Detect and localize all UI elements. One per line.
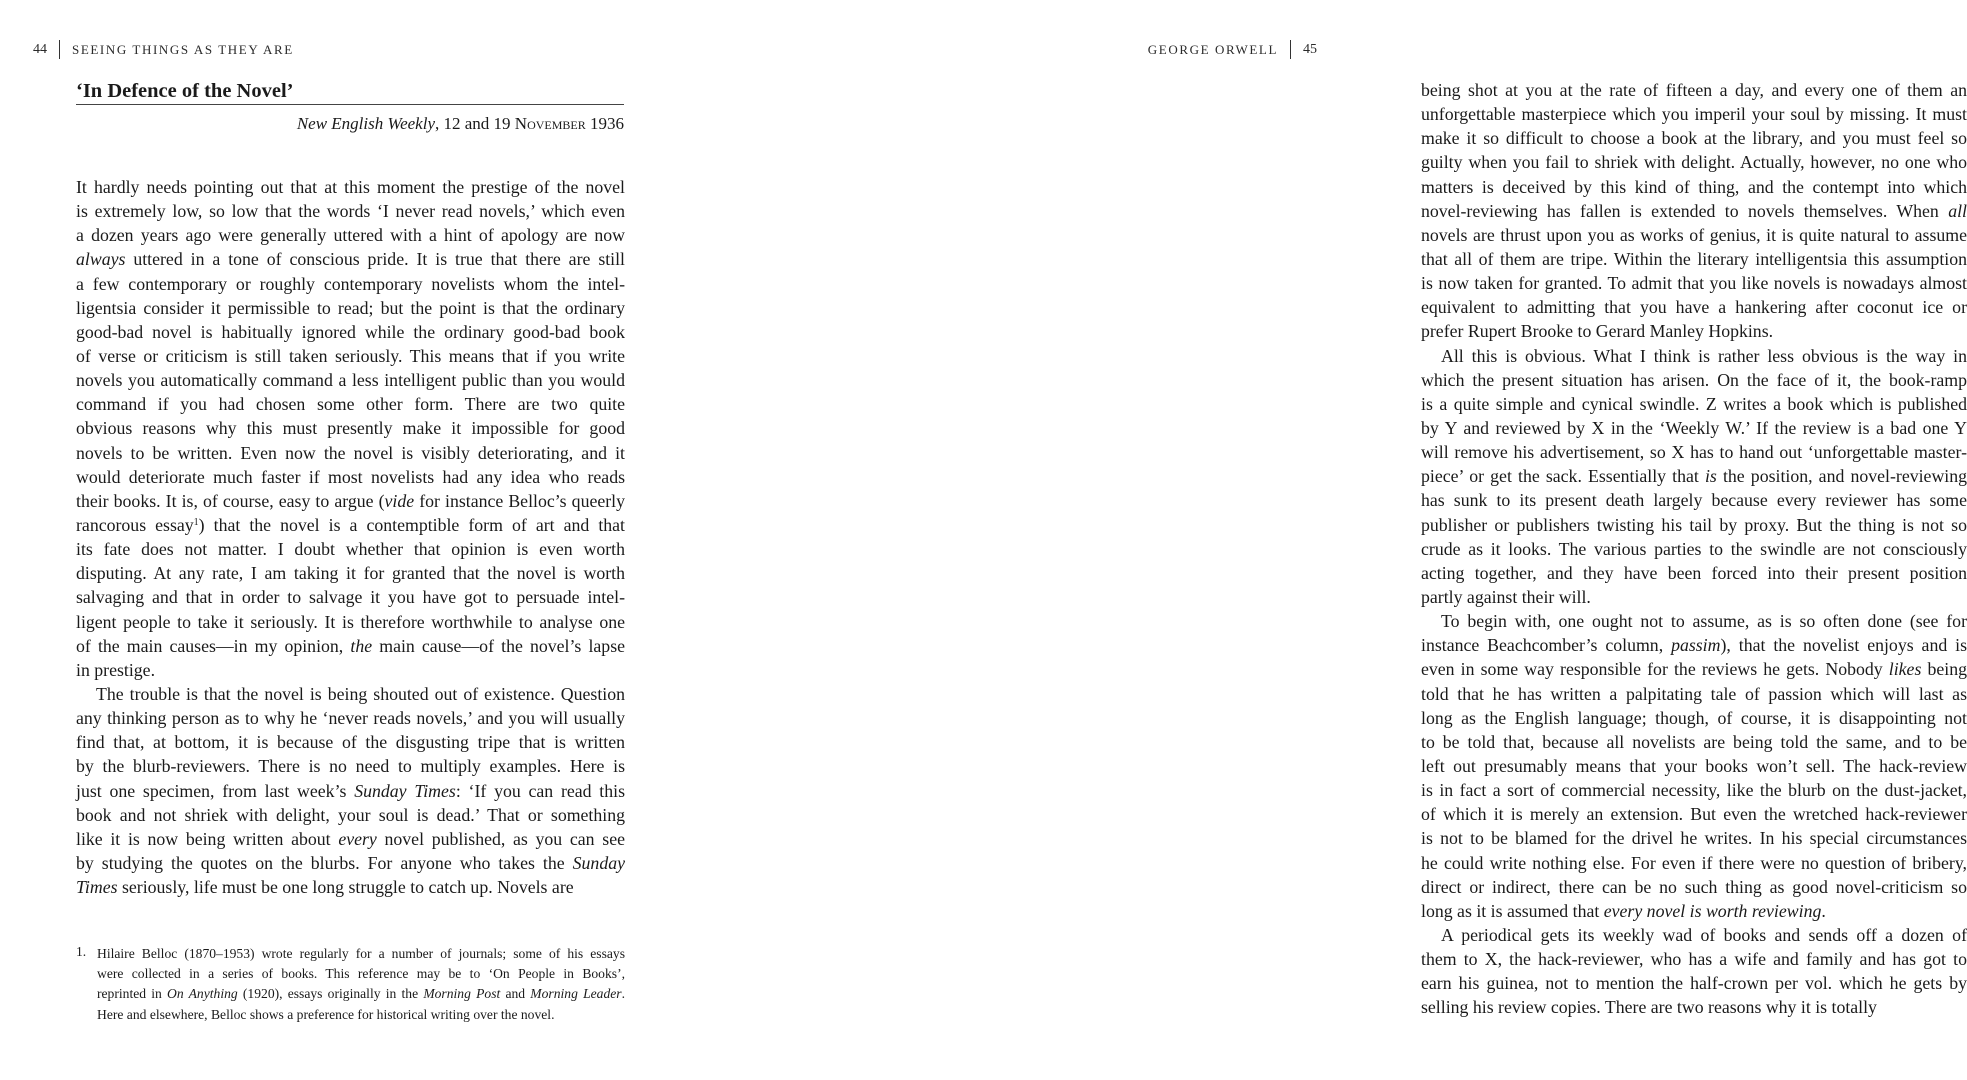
text-line: long as the English language; though, of course, it is disappointing not — [1421, 707, 1967, 728]
text-line: direct or indirect, there can be no such thing as good novel-criticism so — [1421, 876, 1967, 897]
running-head-title: SEEING THINGS AS THEY ARE — [72, 41, 294, 57]
footnote — [76, 944, 625, 1025]
text-line: is a quite simple and cynical swindle. Z writes a book which is published — [1421, 393, 1967, 414]
running-head-author: GEORGE ORWELL — [1147, 41, 1278, 57]
text-line: its fate does not matter. I doubt whether that opinion is even worth — [76, 539, 625, 560]
text-line: a dozen years ago were generally uttered with a hint of apology are now — [76, 225, 625, 246]
text-line: crude as it looks. The various parties to the swindle are not consciously — [1421, 538, 1967, 559]
text-line: of verse or criticism is still taken seriously. This means that if you write — [76, 345, 625, 366]
source-year: 1936 — [585, 114, 624, 133]
text-line: make it so difficult to choose a book at the library, and you must feel so — [1421, 128, 1967, 149]
text-line: disputing. At any rate, I am taking it for granted that the novel is worth — [76, 563, 625, 584]
text-line: equivalent to admitting that you have a hankering after coconut ice or — [1421, 297, 1967, 318]
footnote-number: 1. — [76, 944, 87, 959]
text-line: a few contemporary or roughly contemporary novelists whom the intel- — [76, 273, 625, 294]
text-line: All this is obvious. What I think is rather less obvious is the way in — [1441, 345, 1967, 366]
text-line: partly against their will. — [1421, 586, 1591, 607]
text-line: in prestige. — [76, 659, 156, 680]
text-line: is in fact a sort of commercial necessity, like the blurb on the dust-jacket, — [1421, 780, 1967, 801]
source-line — [297, 114, 624, 134]
text-line: rancorous essay$^1$) that the novel is a contemptible form of art and that — [76, 514, 625, 535]
footnote-line: Here and elsewhere, Belloc shows a preference for historical writing over the novel. — [97, 1006, 555, 1022]
text-line: ligentsia consider it permissible to read; but the point is that the ordinary — [76, 297, 625, 318]
text-line: novels are thrust upon you as works of genius, it is quite natural to assume — [1421, 224, 1967, 245]
text-line: always uttered in a tone of conscious pride. It is true that there are still — [76, 249, 625, 270]
text-line: of which it is merely an extension. But even the wretched hack-reviewer — [1421, 804, 1967, 825]
text-line: novels you automatically command a less intelligent public than you would — [76, 370, 625, 391]
text-line: prefer Rupert Brooke to Gerard Manley Hopkins. — [1421, 321, 1774, 342]
text-line: told that he has written a palpitating tale of passion which will last as — [1421, 683, 1967, 704]
text-line: has sunk to its present death largely because every reviewer has some — [1421, 490, 1967, 511]
text-line: would deteriorate much faster if most novelists had any idea who reads — [76, 466, 625, 487]
text-line: unforgettable masterpiece which you imperil your soul by missing. It must — [1421, 104, 1967, 125]
text-line: like it is now being written about every novel published, as you can see — [76, 828, 625, 849]
text-line: command if you had chosen some other form. There are two quite — [76, 394, 625, 415]
running-head-divider — [1290, 40, 1291, 59]
footnote-line: Hilaire Belloc (1870–1953) wrote regularly for a number of journals; some of his essays — [97, 946, 625, 961]
text-line: long as it is assumed that every novel is worth reviewing. — [1421, 900, 1826, 921]
source-dates: , 12 and 19 — [435, 114, 515, 133]
text-line: instance Beachcomber’s column, passim), that the novelist enjoys and is — [1421, 635, 1967, 656]
text-line: will remove his advertisement, so X has to hand out ‘unforgettable master- — [1421, 442, 1967, 463]
text-line: which the present situation has arisen. On the face of it, the book-ramp — [1421, 369, 1967, 390]
text-line: novel-reviewing has fallen is extended to novels themselves. When all — [1421, 200, 1967, 221]
text-line: that all of them are tripe. Within the literary intelligentsia this assumption — [1421, 248, 1967, 269]
essay-title: ‘In Defence of the Novel’ — [76, 80, 624, 105]
text-line: their books. It is, of course, easy to argue (vide for instance Belloc’s queerly — [76, 490, 625, 511]
text-line: is not to be blamed for the drivel he writes. In his special circumstances — [1421, 828, 1967, 849]
text-line: to be told that, because all novelists are being told the same, and to be — [1421, 731, 1967, 752]
text-line: acting together, and they have been forced into their present position — [1421, 562, 1967, 583]
text-line: salvaging and that in order to salvage it you have got to persuade intel- — [76, 587, 625, 608]
running-head-right — [1148, 40, 1317, 59]
page-number: 45 — [1303, 41, 1317, 57]
text-line: them to X, the hack-reviewer, who has a wife and family and has got to — [1421, 949, 1967, 970]
page-number: 44 — [33, 41, 47, 57]
text-line: is now taken for granted. To admit that you like novels is nowadays almost — [1421, 273, 1967, 294]
text-line: by studying the quotes on the blurbs. For anyone who takes the Sunday — [76, 852, 625, 873]
text-line: by the blurb-reviewers. There is no need to multiply examples. Here is — [76, 756, 625, 777]
text-line: left out presumably means that your books won’t sell. The hack-review — [1421, 755, 1967, 776]
source-month: November — [514, 114, 586, 133]
running-head-divider — [59, 40, 60, 59]
text-line: of the main causes—in my opinion, the main cause—of the novel’s lapse — [76, 635, 626, 656]
left-page — [0, 0, 681, 1080]
text-line: To begin with, one ought not to assume, as is so often done (see for — [1441, 611, 1967, 632]
text-line: selling his review copies. There are two reasons why it is totally — [1421, 997, 1877, 1018]
text-line: ligent people to take it seriously. It is therefore worthwhile to analyse one — [76, 611, 625, 632]
text-line: obvious reasons why this must presently make it impossible for good — [76, 418, 625, 439]
right-page — [681, 0, 1967, 1080]
text-line: novels to be written. Even now the novel is visibly deteriorating, and it — [76, 442, 625, 463]
footnote-line: were collected in a series of books. This reference may be to ‘On People in Books’, — [97, 966, 625, 982]
text-line: being shot at you at the rate of fifteen a day, and every one of them an — [1421, 80, 1967, 100]
text-line: he could write nothing else. For even if there were no question of bribery, — [1421, 852, 1967, 873]
footnote-line: reprinted in On Anything (1920), essays originally in the Morning Post and Morning Leader. — [97, 986, 625, 1002]
right-body-text — [1421, 78, 1967, 1019]
text-line: book and not shriek with delight, your soul is dead.’ That or something — [76, 804, 625, 825]
text-line: find that, at bottom, it is because of the disgusting tripe that is written — [76, 732, 625, 753]
text-line: piece’ or get the sack. Essentially that is the position, and novel-reviewing — [1421, 466, 1967, 487]
text-line: any thinking person as to why he ‘never reads novels,’ and you will usually — [76, 708, 625, 729]
text-line: Times seriously, life must be one long struggle to catch up. Novels are — [76, 877, 574, 898]
text-line: It hardly needs pointing out that at this moment the prestige of the novel — [76, 177, 625, 197]
running-head-left — [33, 40, 294, 59]
text-line: publisher or publishers twisting his tail by proxy. But the thing is not so — [1421, 514, 1967, 535]
text-line: The trouble is that the novel is being shouted out of existence. Question — [96, 683, 625, 704]
text-line: earn his guinea, not to mention the half-crown per vol. which he gets by — [1421, 973, 1967, 994]
text-line: matters is deceived by this kind of thing, and the contempt into which — [1421, 176, 1967, 197]
text-line: just one specimen, from last week’s Sunday Times: ‘If you can read this — [76, 780, 626, 801]
text-line: by Y and reviewed by X in the ‘Weekly W.’ If the review is a bad one Y — [1421, 417, 1967, 438]
text-line: A periodical gets its weekly wad of books and sends off a dozen of — [1441, 924, 1967, 945]
text-line: is extremely low, so low that the words ‘I never read novels,’ which even — [76, 201, 625, 222]
text-line: even in some way responsible for the reviews he gets. Nobody likes being — [1421, 659, 1967, 680]
text-line: good-bad novel is habitually ignored while the ordinary good-bad book — [76, 321, 625, 342]
source-publication: New English Weekly — [296, 114, 435, 133]
left-body-text — [76, 175, 625, 899]
text-line: guilty when you fail to shriek with delight. Actually, however, no one who — [1421, 152, 1967, 173]
